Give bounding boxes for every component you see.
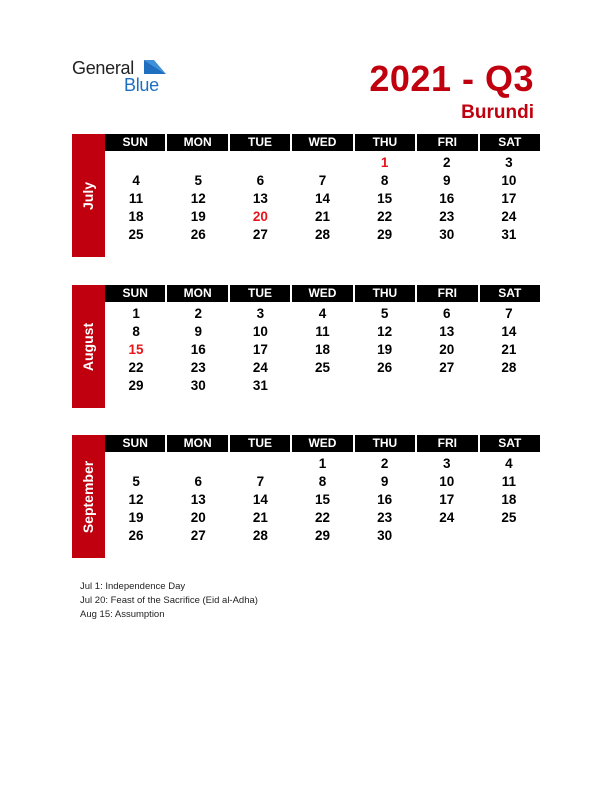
empty-day-cell bbox=[416, 527, 478, 545]
day-cell: 24 bbox=[252, 360, 268, 375]
day-cell: 26 bbox=[377, 360, 393, 375]
week-row bbox=[105, 208, 540, 226]
month-name: September bbox=[80, 460, 97, 533]
day-cell: 26 bbox=[190, 227, 206, 242]
weekday-header: SUN bbox=[105, 435, 167, 452]
day-cell: 31 bbox=[501, 227, 517, 242]
holiday-note: Aug 15: Assumption bbox=[80, 609, 165, 620]
day-cell: 22 bbox=[128, 360, 144, 375]
day-cell: 12 bbox=[190, 191, 206, 206]
day-cell: 27 bbox=[439, 360, 455, 375]
empty-day-cell bbox=[478, 527, 540, 545]
week-row bbox=[105, 154, 540, 172]
weekday-header: WED bbox=[292, 134, 354, 151]
logo-blue-text: Blue bbox=[124, 75, 159, 95]
day-cell: 5 bbox=[194, 173, 202, 188]
day-cell: 20 bbox=[252, 209, 268, 224]
day-cell: 7 bbox=[318, 173, 327, 188]
day-cell: 12 bbox=[377, 324, 393, 339]
day-cell: 27 bbox=[190, 528, 206, 543]
day-cell: 14 bbox=[501, 324, 517, 339]
month-grid bbox=[105, 285, 540, 395]
day-cell: 1 bbox=[380, 155, 389, 170]
day-cell: 14 bbox=[252, 492, 268, 507]
weekday-header: WED bbox=[292, 435, 354, 452]
weekday-header-row bbox=[105, 435, 540, 452]
country-name: Burundi bbox=[461, 102, 534, 123]
weekday-header: SAT bbox=[498, 286, 522, 300]
day-cell: 15 bbox=[377, 191, 393, 206]
day-cell: 13 bbox=[252, 191, 268, 206]
weekday-header: MON bbox=[167, 134, 229, 151]
week-row bbox=[105, 341, 540, 359]
day-cell: 22 bbox=[377, 209, 393, 224]
day-cell: 19 bbox=[377, 342, 393, 357]
weekday-header: FRI bbox=[417, 285, 479, 302]
month-label bbox=[72, 134, 105, 257]
generalblue-logo bbox=[72, 58, 172, 98]
week-row bbox=[105, 491, 540, 509]
day-cell: 11 bbox=[128, 191, 144, 206]
logo-flag-icon bbox=[144, 60, 166, 76]
day-cell: 25 bbox=[501, 510, 517, 525]
weekday-header: SAT bbox=[498, 135, 522, 149]
day-cell: 28 bbox=[501, 360, 517, 375]
day-cell: 6 bbox=[194, 474, 202, 489]
weekday-header: MON bbox=[167, 285, 229, 302]
day-cell: 21 bbox=[314, 209, 330, 224]
day-cell: 18 bbox=[314, 342, 330, 357]
day-cell: 29 bbox=[314, 528, 330, 543]
week-row bbox=[105, 527, 540, 545]
page-title: 2021 - Q3 bbox=[369, 58, 534, 99]
day-cell: 22 bbox=[314, 510, 330, 525]
day-cell: 2 bbox=[443, 155, 451, 170]
day-cell: 28 bbox=[314, 227, 330, 242]
day-cell: 4 bbox=[318, 306, 327, 321]
day-cell: 16 bbox=[190, 342, 206, 357]
week-row bbox=[105, 190, 540, 208]
weekday-header: MON bbox=[167, 435, 229, 452]
day-cell: 9 bbox=[194, 324, 202, 339]
day-cell: 2 bbox=[194, 306, 202, 321]
day-cell: 29 bbox=[128, 378, 144, 393]
day-cell: 20 bbox=[190, 510, 206, 525]
day-cell: 16 bbox=[439, 191, 455, 206]
day-cell: 11 bbox=[315, 324, 330, 339]
day-cell: 11 bbox=[501, 474, 517, 489]
week-row bbox=[105, 305, 540, 323]
week-row bbox=[105, 226, 540, 244]
empty-day-cell bbox=[167, 154, 229, 172]
day-cell: 2 bbox=[380, 456, 389, 471]
weekday-header: SUN bbox=[105, 285, 167, 302]
day-cell: 15 bbox=[314, 492, 330, 507]
weekday-header: FRI bbox=[417, 134, 479, 151]
day-cell: 3 bbox=[256, 306, 265, 321]
day-cell: 8 bbox=[318, 474, 327, 489]
weekday-header-row bbox=[105, 134, 540, 151]
weekday-header: SUN bbox=[105, 134, 167, 151]
day-cell: 1 bbox=[132, 306, 140, 321]
day-cell: 7 bbox=[256, 474, 265, 489]
day-cell: 4 bbox=[505, 456, 513, 471]
day-cell: 10 bbox=[501, 173, 517, 188]
month-grid bbox=[105, 435, 540, 545]
empty-day-cell bbox=[105, 455, 167, 473]
day-cell: 25 bbox=[128, 227, 144, 242]
day-cell: 20 bbox=[439, 342, 455, 357]
day-cell: 23 bbox=[439, 209, 455, 224]
empty-day-cell bbox=[167, 455, 229, 473]
day-cell: 14 bbox=[314, 191, 330, 206]
logo-general-text: General bbox=[72, 58, 134, 78]
day-cell: 4 bbox=[132, 173, 140, 188]
week-row bbox=[105, 172, 540, 190]
day-cell: 8 bbox=[132, 324, 140, 339]
week-row bbox=[105, 323, 540, 341]
day-cell: 7 bbox=[505, 306, 513, 321]
month-label bbox=[72, 435, 105, 558]
day-cell: 5 bbox=[380, 306, 389, 321]
day-cell: 17 bbox=[501, 191, 517, 206]
empty-day-cell bbox=[354, 377, 416, 395]
day-cell: 6 bbox=[443, 306, 451, 321]
week-row bbox=[105, 377, 540, 395]
day-cell: 9 bbox=[380, 474, 389, 489]
day-cell: 26 bbox=[128, 528, 144, 543]
empty-day-cell bbox=[105, 154, 167, 172]
empty-day-cell bbox=[229, 154, 291, 172]
week-row bbox=[105, 455, 540, 473]
day-cell: 31 bbox=[252, 378, 268, 393]
day-cell: 19 bbox=[128, 510, 144, 525]
day-cell: 24 bbox=[501, 209, 517, 224]
day-cell: 17 bbox=[252, 342, 268, 357]
day-cell: 17 bbox=[439, 492, 455, 507]
day-cell: 24 bbox=[439, 510, 455, 525]
day-cell: 19 bbox=[190, 209, 206, 224]
day-cell: 3 bbox=[443, 456, 451, 471]
weekday-header: THU bbox=[355, 134, 417, 151]
day-cell: 18 bbox=[128, 209, 144, 224]
weekday-header: WED bbox=[292, 285, 354, 302]
empty-day-cell bbox=[478, 377, 540, 395]
day-cell: 30 bbox=[377, 528, 393, 543]
month-label bbox=[72, 285, 105, 408]
month-name: August bbox=[80, 322, 97, 371]
empty-day-cell bbox=[416, 377, 478, 395]
holiday-notes bbox=[80, 580, 258, 622]
day-cell: 28 bbox=[252, 528, 268, 543]
day-cell: 9 bbox=[443, 173, 451, 188]
day-cell: 21 bbox=[252, 510, 268, 525]
weekday-header: SAT bbox=[498, 436, 522, 450]
weekday-header: TUE bbox=[230, 134, 292, 151]
day-cell: 10 bbox=[439, 474, 455, 489]
day-cell: 13 bbox=[190, 492, 206, 507]
day-cell: 21 bbox=[501, 342, 517, 357]
holiday-note: Jul 20: Feast of the Sacrifice (Eid al-Adha) bbox=[80, 595, 258, 606]
day-cell: 16 bbox=[377, 492, 393, 507]
day-cell: 29 bbox=[377, 227, 393, 242]
day-cell: 5 bbox=[132, 474, 140, 489]
day-cell: 12 bbox=[128, 492, 144, 507]
holiday-note: Jul 1: Independence Day bbox=[80, 581, 186, 592]
empty-day-cell bbox=[229, 455, 291, 473]
day-cell: 30 bbox=[190, 378, 206, 393]
day-cell: 3 bbox=[505, 155, 513, 170]
weekday-header: TUE bbox=[230, 435, 292, 452]
day-cell: 1 bbox=[318, 456, 327, 471]
weekday-header: THU bbox=[355, 435, 417, 452]
week-row bbox=[105, 359, 540, 377]
month-name: July bbox=[80, 181, 97, 210]
day-cell: 30 bbox=[439, 227, 455, 242]
day-cell: 10 bbox=[252, 324, 268, 339]
day-cell: 25 bbox=[314, 360, 330, 375]
weekday-header-row bbox=[105, 285, 540, 302]
empty-day-cell bbox=[291, 154, 353, 172]
day-cell: 18 bbox=[501, 492, 517, 507]
day-cell: 13 bbox=[439, 324, 455, 339]
month-grid bbox=[105, 134, 540, 244]
day-cell: 6 bbox=[256, 173, 265, 188]
day-cell: 23 bbox=[190, 360, 206, 375]
day-cell: 27 bbox=[252, 227, 268, 242]
day-cell: 23 bbox=[377, 510, 393, 525]
empty-day-cell bbox=[291, 377, 353, 395]
day-cell: 15 bbox=[128, 342, 144, 357]
day-cell: 8 bbox=[380, 173, 389, 188]
weekday-header: TUE bbox=[230, 285, 292, 302]
week-row bbox=[105, 473, 540, 491]
weekday-header: THU bbox=[355, 285, 417, 302]
week-row bbox=[105, 509, 540, 527]
weekday-header: FRI bbox=[417, 435, 479, 452]
